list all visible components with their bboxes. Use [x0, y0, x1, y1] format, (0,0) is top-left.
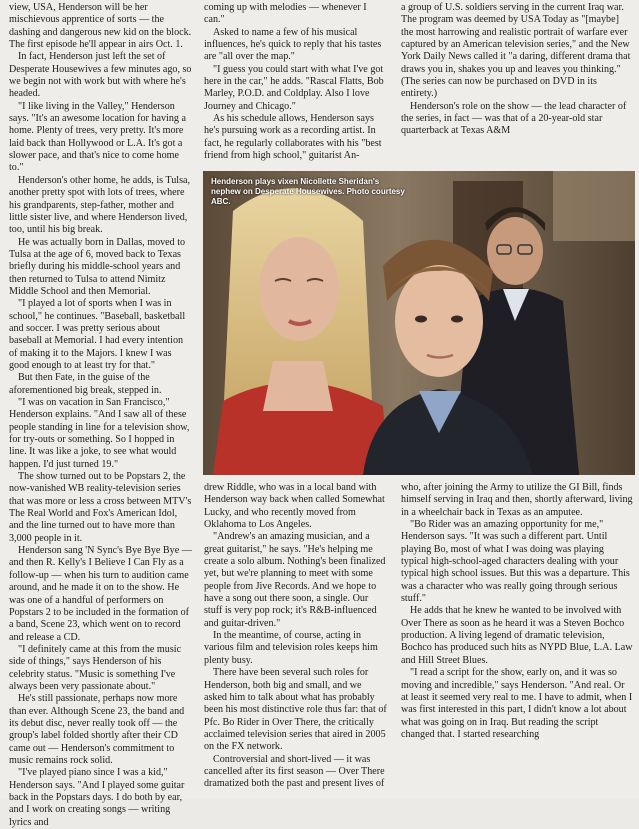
article-paragraph: Henderson's other home, he adds, is Tulsa, another pretty spot with lots of trees, where his grandparents, step-father, mother and little sister live, and where Henderson lived, too, until his big break. [9, 174, 190, 236]
article-paragraph: But then Fate, in the guise of the aforementioned big break, stepped in. [9, 372, 162, 396]
article-column-2-bottom [204, 482, 387, 791]
article-paragraph: He was actually born in Dallas, moved to Tulsa at the age of 6, moved back to Texas briefly during his middle-school years and then returned to Tulsa to attend Nimitz Middle School and then Memorial. [9, 236, 186, 297]
article-paragraph: "Bo Rider was an amazing opportunity for me," Henderson says. "It was such a different part. Until playing Bo, most of what I was doing was playing typical high-school-aged characters dealing with your typical high school issues. But this was a departure. This was a character who was really going through serious stuff." [401, 519, 630, 605]
article-paragraph: "Andrew's an amazing musician, and a great guitarist," he says. "He's helping me create a solo album. Nothing's been finalized yet, but we're planning to meet with some people from Jive Records. And we hope to have a song out there soon, a single. Our stuff is very pop rock; it's R&B-influenced and guitar-driven." [204, 531, 386, 629]
photo-caption: Henderson plays vixen Nicollette Sheridan's nephew on Desperate Housewives. Photo courtesy ABC. [211, 177, 405, 206]
article-paragraph: He adds that he knew he wanted to be involved with Over There as soon as he heard it was a Steven Bochco production. A living legend of dramatic television, Bochco has produced such hits as NYPD Blue, L.A. Law and Hill Street Blues. [401, 605, 633, 666]
article-column-3-bottom [401, 482, 633, 741]
article-paragraph: In fact, Henderson just left the set of Desperate Housewives a few minutes ago, so we begin not with work but with where he's headed. [9, 51, 192, 100]
article-paragraph: "I've played piano since I was a kid," Henderson says. "And I played some guitar back in the Popstars days. I do both by ear, and I work on creating songs — writing lyrics and [9, 767, 185, 828]
article-paragraph: "I was on vacation in San Francisco," Henderson explains. "And I saw all of these people standing in line for a television show, for try-outs or something. So I hopped in line. It was like a joke, to see what would happen. I'd just turned 19." [9, 397, 190, 470]
article-paragraph: "I guess you could start with what I've got here in the car," he adds. "Rascal Flatts, Bob Marley, P.O.D. and Coldplay. Also I love Journey and Chicago." [204, 63, 384, 112]
article-paragraph: "I definitely came at this from the music side of things," says Henderson of his celebrity status. "Music is something I've always been very passionate about." [9, 643, 182, 692]
article-paragraph: who, after joining the Army to utilize the GI Bill, finds himself serving in Iraq and then, shortly afterward, living in a wheelchair back in Texas as an amputee. [401, 482, 633, 518]
article-paragraph: Henderson sang 'N Sync's Bye Bye Bye — and then R. Kelly's I Believe I Can Fly as a follow-up — when his turn to audition came around, and he made it on to the show. He was one of a handful of performers on Popstars 2 to be included in the formation of a band, Scene 23, which went on to record and release a CD. [9, 545, 192, 643]
article-paragraph: "I like living in the Valley," Henderson says. "It's an awesome location for having a home. Plenty of trees, very pretty. It's more laid back than Hollywood or L.A. It's got a slower pace, and that's nice to come home to." [9, 100, 186, 174]
article-paragraph: "I read a script for the show, early on, and it was so moving and incredible," says Henderson. "And real. Or at least it seemed very real to me. I have to admit, when I was first interested in this part, I didn't know a lot about what was going on in Iraq. But reading the script changed that. I started researching [401, 667, 633, 740]
article-column-1 [9, 2, 192, 829]
article-photo [203, 171, 635, 475]
article-column-3-top [401, 2, 633, 138]
article-paragraph: drew Riddle, who was in a local band with Henderson way back when called Somewhat Lucky, and who recently moved from Oklahoma to Los Angeles. [204, 482, 385, 531]
article-paragraph: The show turned out to be Popstars 2, the now-vanished WB reality-television series that was more or less a cross between MTV's The Real World and Fox's American Idol, and the line turned out to have more than 3,000 people in it. [9, 471, 192, 544]
article-paragraph: There have been several such roles for Henderson, both big and small, and we asked him to talk about what has probably been his most distinctive role thus far: that of Pfc. Bo Rider in Over There, the critically acclaimed television series that aired in 2005 on the FX network. [204, 667, 387, 753]
article-paragraph: As his schedule allows, Henderson says he's pursuing work as a recording artist. In fact, he regularly collaborates with his "best friend from high school," guitarist An- [204, 113, 382, 162]
article-paragraph: Henderson's role on the show — the lead character of the series, in fact — was that of a 20-year-old star quarterback at Texas A&M [401, 100, 627, 137]
article-column-2-top [204, 2, 387, 162]
article-paragraph: a group of U.S. soldiers serving in the current Iraq war. The program was deemed by USA Today as "[maybe] the most harrowing and realistic portrait of warfare ever captured by an American television series," and the New York Daily News called it "a daring, different drama that draws you in, shakes you up and leaves you thinking." (The series can now be purchased on DVD in its entirety.) [401, 2, 631, 100]
article-paragraph: In the meantime, of course, acting in various film and television roles keeps him plenty busy. [204, 630, 378, 666]
article-paragraph: Controversial and short-lived — it was cancelled after its first season — Over There dramatized both the past and present lives of [204, 753, 385, 790]
article-paragraph: "I played a lot of sports when I was in school," he continues. "Baseball, basketball and soccer. I was pretty serious about baseball at Memorial. I had every intention of making it to the Majors. I knew I was good enough to at least try for that." [9, 298, 186, 371]
article-paragraph: coming up with melodies — whenever I can." [204, 2, 367, 26]
article-paragraph: view, USA, Henderson will be her mischievous apprentice of sorts — the dashing and dangerous new kid on the block. The first episode he'll appear in airs Oct. 1. [9, 2, 192, 51]
article-paragraph: He's still passionate, perhaps now more than ever. Although Scene 23, the band and its debut disc, never really took off — the group's label folded shortly after their CD came out — Henderson's commitment to music remains rock solid. [9, 693, 185, 766]
article-paragraph: Asked to name a few of his musical influences, he's quick to reply that his tastes are "all over the map." [204, 26, 382, 63]
photo-illustration [203, 171, 635, 475]
